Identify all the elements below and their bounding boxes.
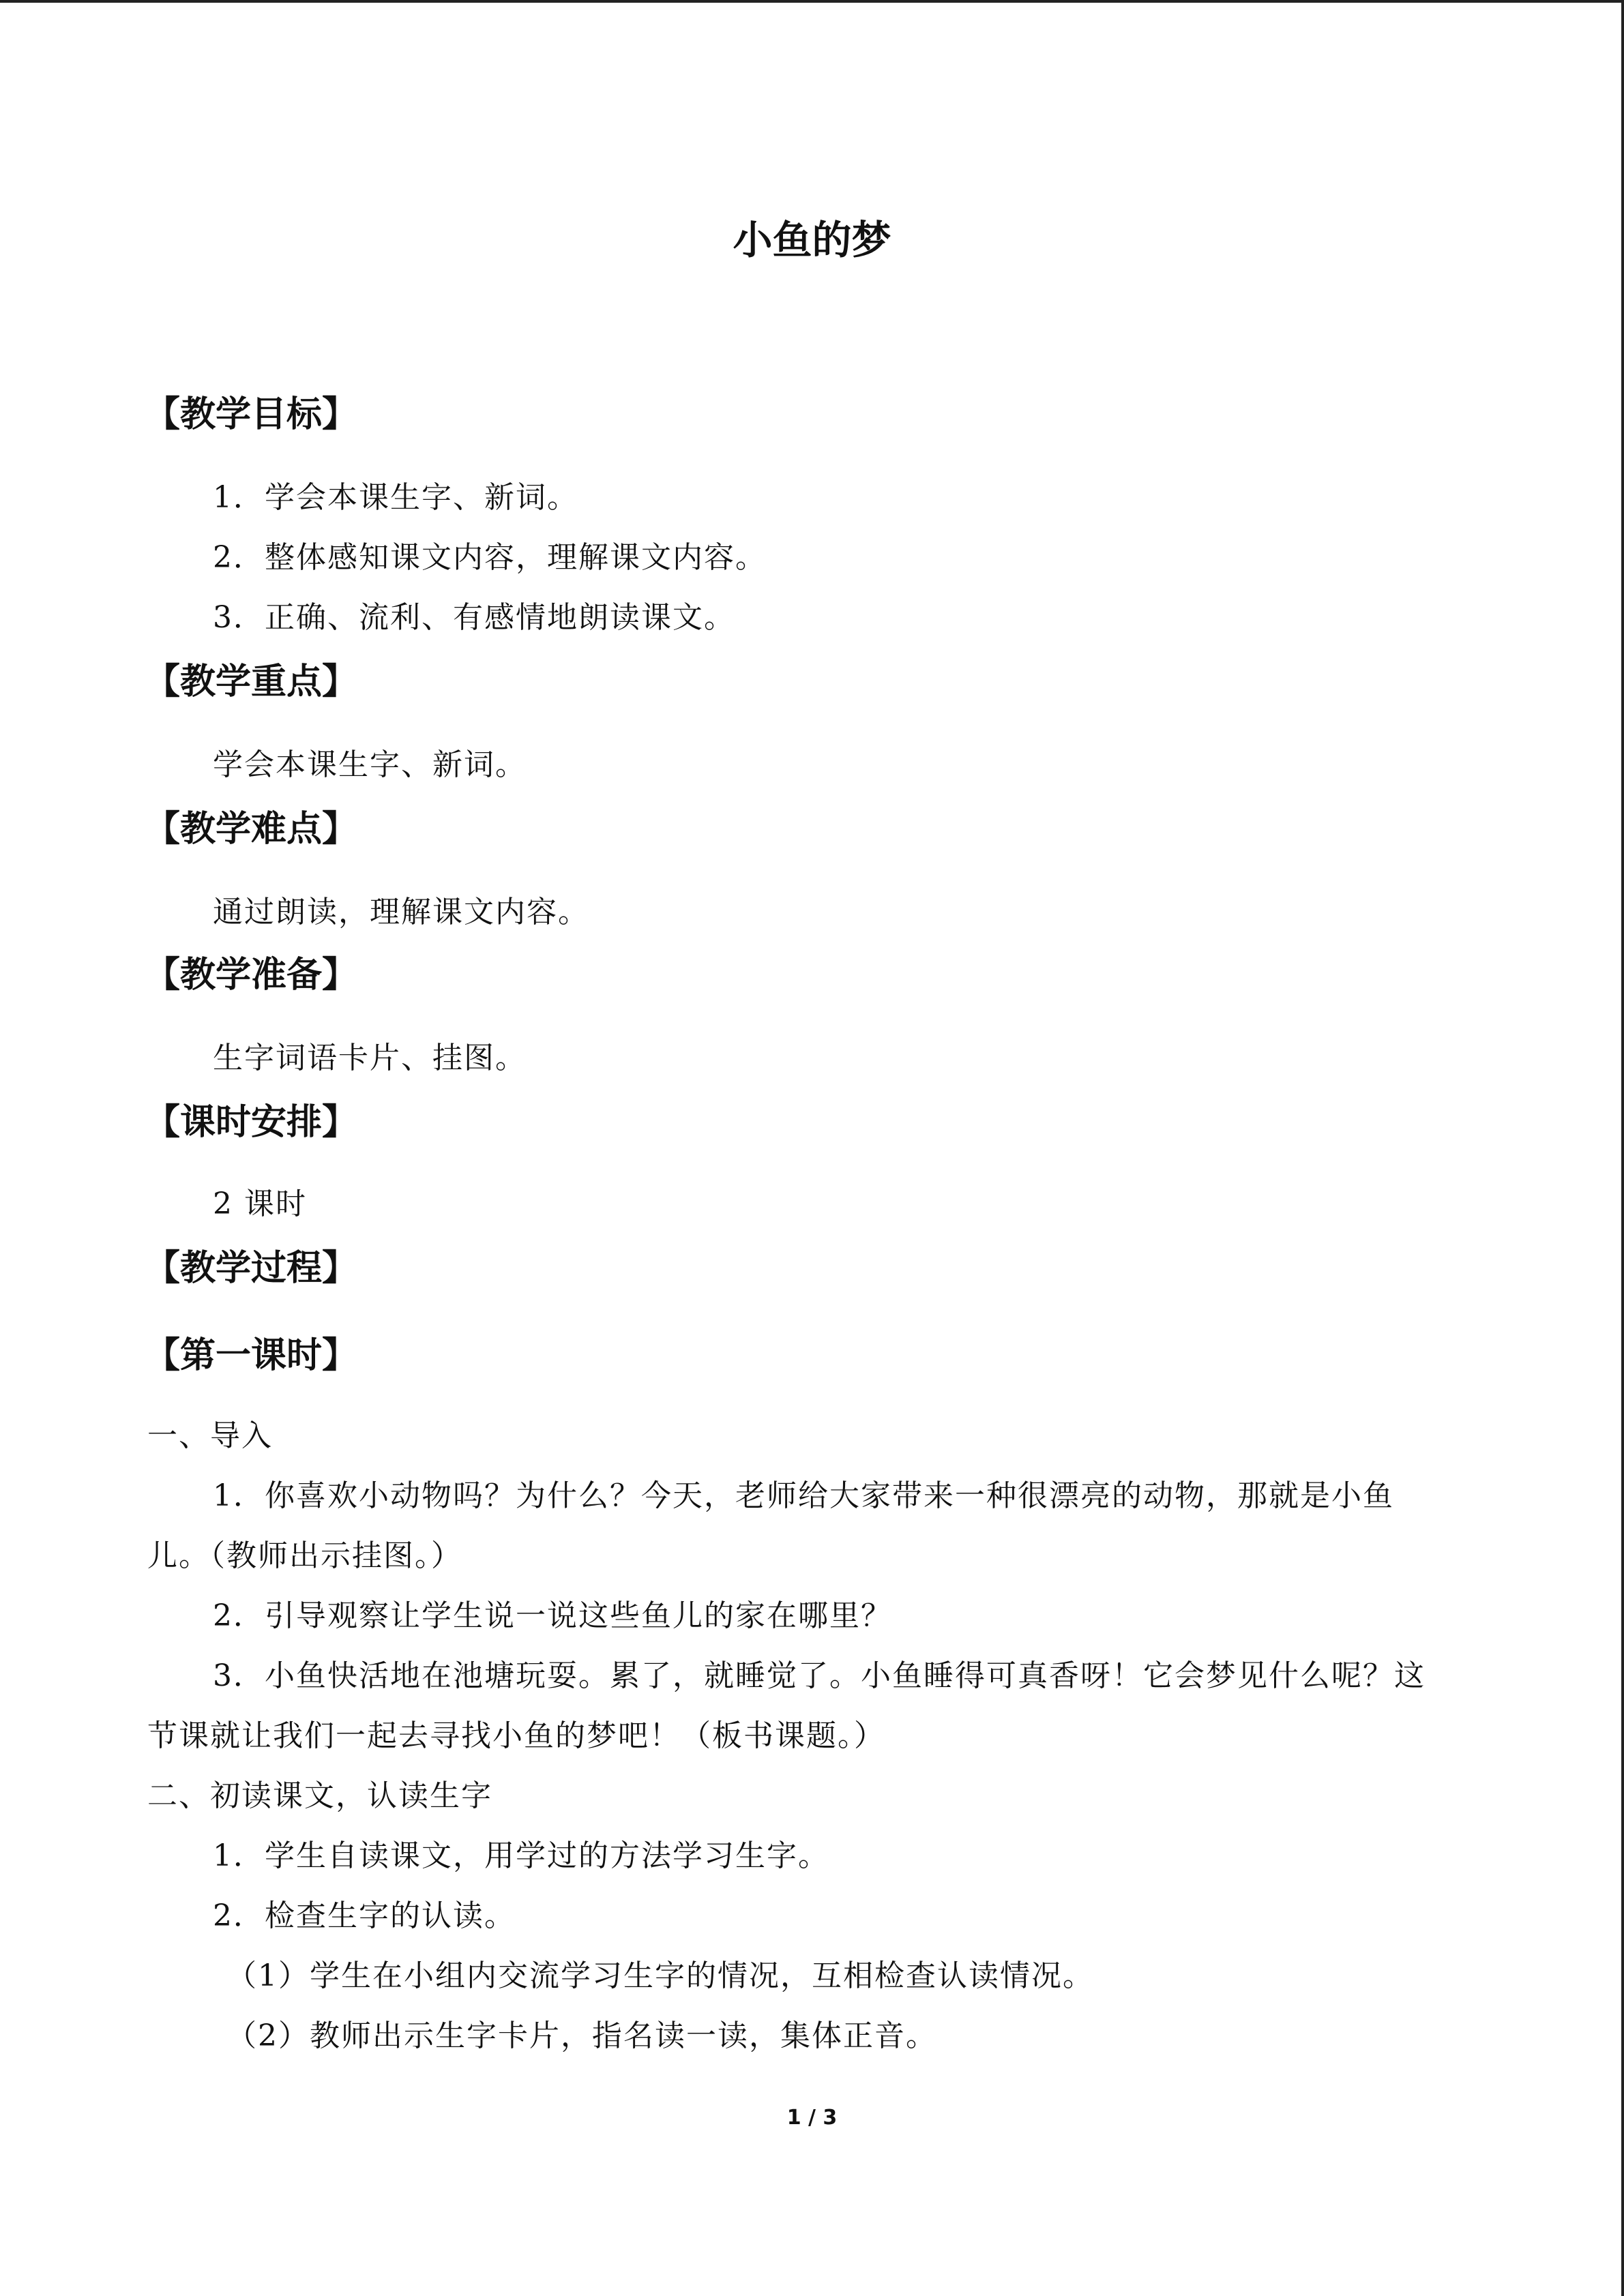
schedule-text: 2 课时 — [213, 1187, 307, 1221]
heading-key-points: 【教学重点】 — [145, 661, 358, 702]
heading-teaching-goals: 【教学目标】 — [145, 394, 358, 435]
heading-preparation: 【教学准备】 — [145, 955, 358, 996]
section-1-item-1-line-2: 儿。（教师出示挂图。） — [147, 1538, 462, 1573]
section-2-item-1: 1．学生自读课文，用学过的方法学习生字。 — [213, 1838, 829, 1873]
heading-teaching-process: 【教学过程】 — [145, 1248, 358, 1289]
section-2-sub-item-1: （1）学生在小组内交流学习生字的情况，互相检查认读情况。 — [226, 1958, 1094, 1993]
difficulties-text: 通过朗读，理解课文内容。 — [213, 895, 589, 929]
section-1-item-1-line-1: 1．你喜欢小动物吗？为什么？今天，老师给大家带来一种很漂亮的动物，那就是小鱼 — [213, 1478, 1394, 1513]
section-2-sub-item-2: （2）教师出示生字卡片，指名读一读，集体正音。 — [226, 2018, 937, 2053]
key-points-text: 学会本课生字、新词。 — [213, 747, 527, 782]
goal-item-2: 2．整体感知课文内容，理解课文内容。 — [213, 540, 767, 575]
heading-schedule: 【课时安排】 — [145, 1102, 358, 1143]
goal-item-3: 3．正确、流利、有感情地朗读课文。 — [213, 600, 735, 635]
heading-difficulties: 【教学难点】 — [145, 809, 358, 850]
section-2-heading: 二、初读课文，认读生字 — [147, 1778, 492, 1813]
page-number: 1 / 3 — [786, 2106, 838, 2130]
section-1-heading: 一、导入 — [147, 1418, 273, 1453]
document-title: 小鱼的梦 — [733, 217, 891, 263]
section-1-item-3-line-2: 节课就让我们一起去寻找小鱼的梦吧！（板书课题。） — [147, 1718, 885, 1753]
preparation-text: 生字词语卡片、挂图。 — [213, 1041, 527, 1075]
section-2-item-2: 2．检查生字的认读。 — [213, 1898, 516, 1933]
heading-lesson-one: 【第一课时】 — [145, 1335, 358, 1376]
section-1-item-3-line-1: 3．小鱼快活地在池塘玩耍。累了，就睡觉了。小鱼睡得可真香呀！它会梦见什么呢？这 — [213, 1658, 1426, 1693]
goal-item-1: 1．学会本课生字、新词。 — [213, 480, 578, 515]
section-1-item-2: 2．引导观察让学生说一说这些鱼儿的家在哪里？ — [213, 1598, 892, 1633]
